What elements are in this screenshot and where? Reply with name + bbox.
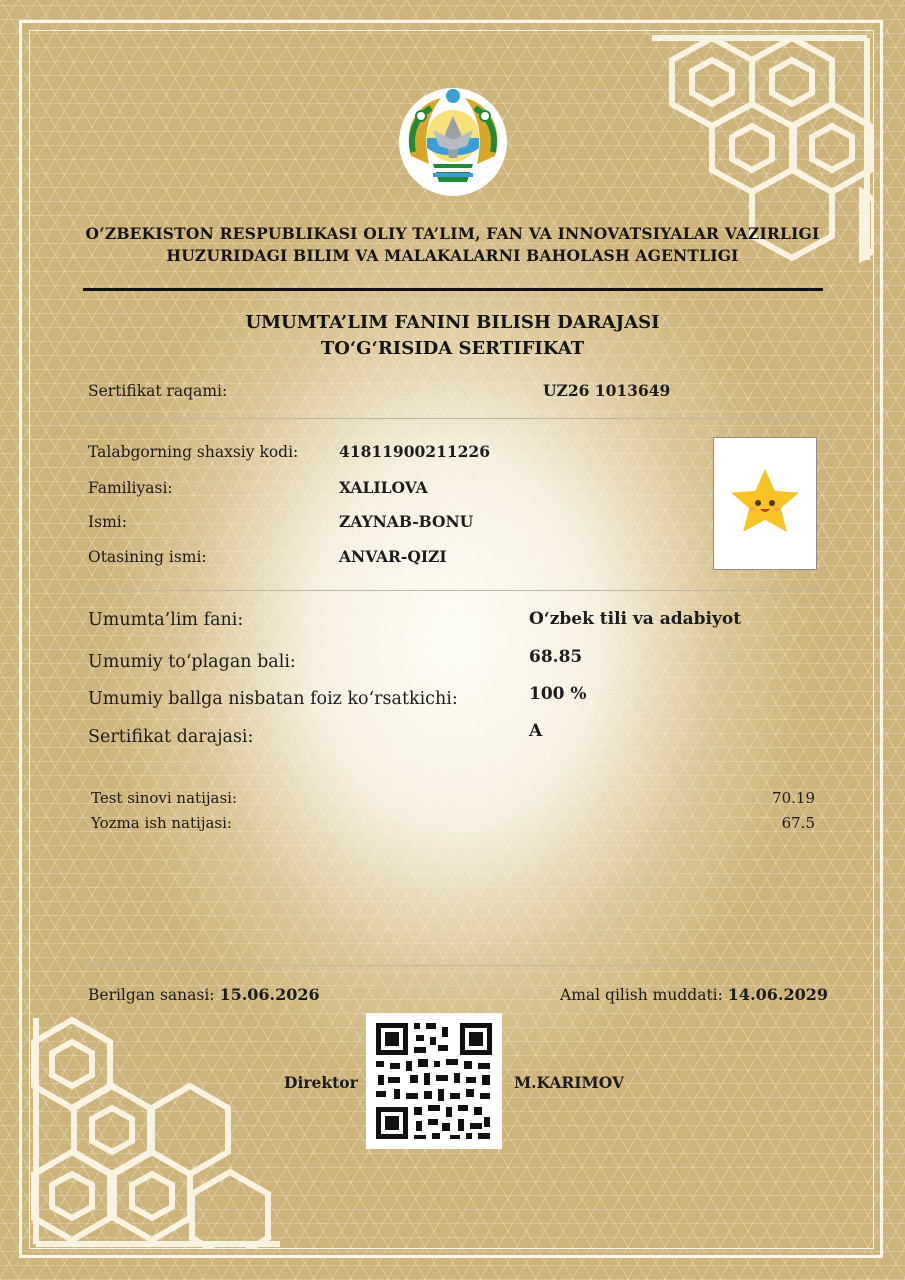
- total-score: 68.85: [529, 647, 583, 667]
- certificate-number-label: Sertifikat raqami:: [88, 382, 228, 400]
- agency-line-1: O‘ZBEKISTON RESPUBLIKASI OLIY TA’LIM, FAN VA INNOVATSIYALAR VAZIRLIGI: [85, 224, 820, 243]
- qr-code-icon[interactable]: [366, 1013, 502, 1149]
- certificate-title-line-1: UMUMTA’LIM FANINI BILISH DARAJASI: [245, 312, 660, 333]
- surname-label: Familiyasi:: [88, 479, 173, 497]
- certificate-title-line-2: TO‘G‘RISIDA SERTIFIKAT: [320, 338, 585, 359]
- certificate-number: UZ26 1013649: [543, 381, 671, 400]
- footer-divider: [83, 965, 823, 966]
- percent-label: Umumiy ballga nisbatan foiz ko‘rsatkichi:: [88, 689, 458, 709]
- surname: XALILOVA: [339, 478, 428, 497]
- valid-date-row: [560, 985, 828, 1004]
- level-label: Sertifikat darajasi:: [88, 727, 254, 747]
- level: A: [529, 721, 543, 741]
- subject: O‘zbek tili va adabiyot: [529, 609, 742, 629]
- patronymic: ANVAR-QIZI: [339, 547, 447, 566]
- issued-date: 15.06.2026: [219, 985, 320, 1004]
- subject-label: Umumta’lim fani:: [88, 610, 244, 630]
- test-result: 70.19: [772, 789, 815, 807]
- issued-date-label: Berilgan sanasi:: [88, 986, 215, 1004]
- written-result-label: Yozma ish natijasi:: [91, 814, 232, 832]
- test-result-label: Test sinovi natijasi:: [91, 789, 238, 807]
- valid-date-label: Amal qilish muddati:: [560, 986, 723, 1004]
- state-emblem-icon: [397, 86, 509, 198]
- director-label: Direktor: [284, 1073, 358, 1092]
- name: ZAYNAB-BONU: [339, 512, 474, 531]
- director-name: M.KARIMOV: [514, 1073, 624, 1092]
- agency-line-2: HUZURIDAGI BILIM VA MALAKALARNI BAHOLASH AGENTLIGI: [166, 246, 739, 265]
- written-result: 67.5: [781, 814, 815, 832]
- applicant-id: 41811900211226: [339, 442, 490, 461]
- name-label: Ismi:: [88, 513, 127, 531]
- star-emoji-icon: [714, 438, 816, 569]
- patronymic-label: Otasining ismi:: [88, 548, 207, 566]
- applicant-photo: [713, 437, 817, 570]
- issued-date-row: [88, 985, 320, 1004]
- corner-ornament-bottom-left: [30, 1012, 292, 1249]
- header-divider: [83, 288, 823, 291]
- applicant-id-label: Talabgorning shaxsiy kodi:: [88, 443, 299, 461]
- percent: 100 %: [529, 684, 587, 704]
- total-score-label: Umumiy to‘plagan bali:: [88, 652, 296, 672]
- valid-date: 14.06.2029: [727, 985, 828, 1004]
- section-divider: [83, 418, 823, 419]
- section-divider-2: [83, 590, 823, 591]
